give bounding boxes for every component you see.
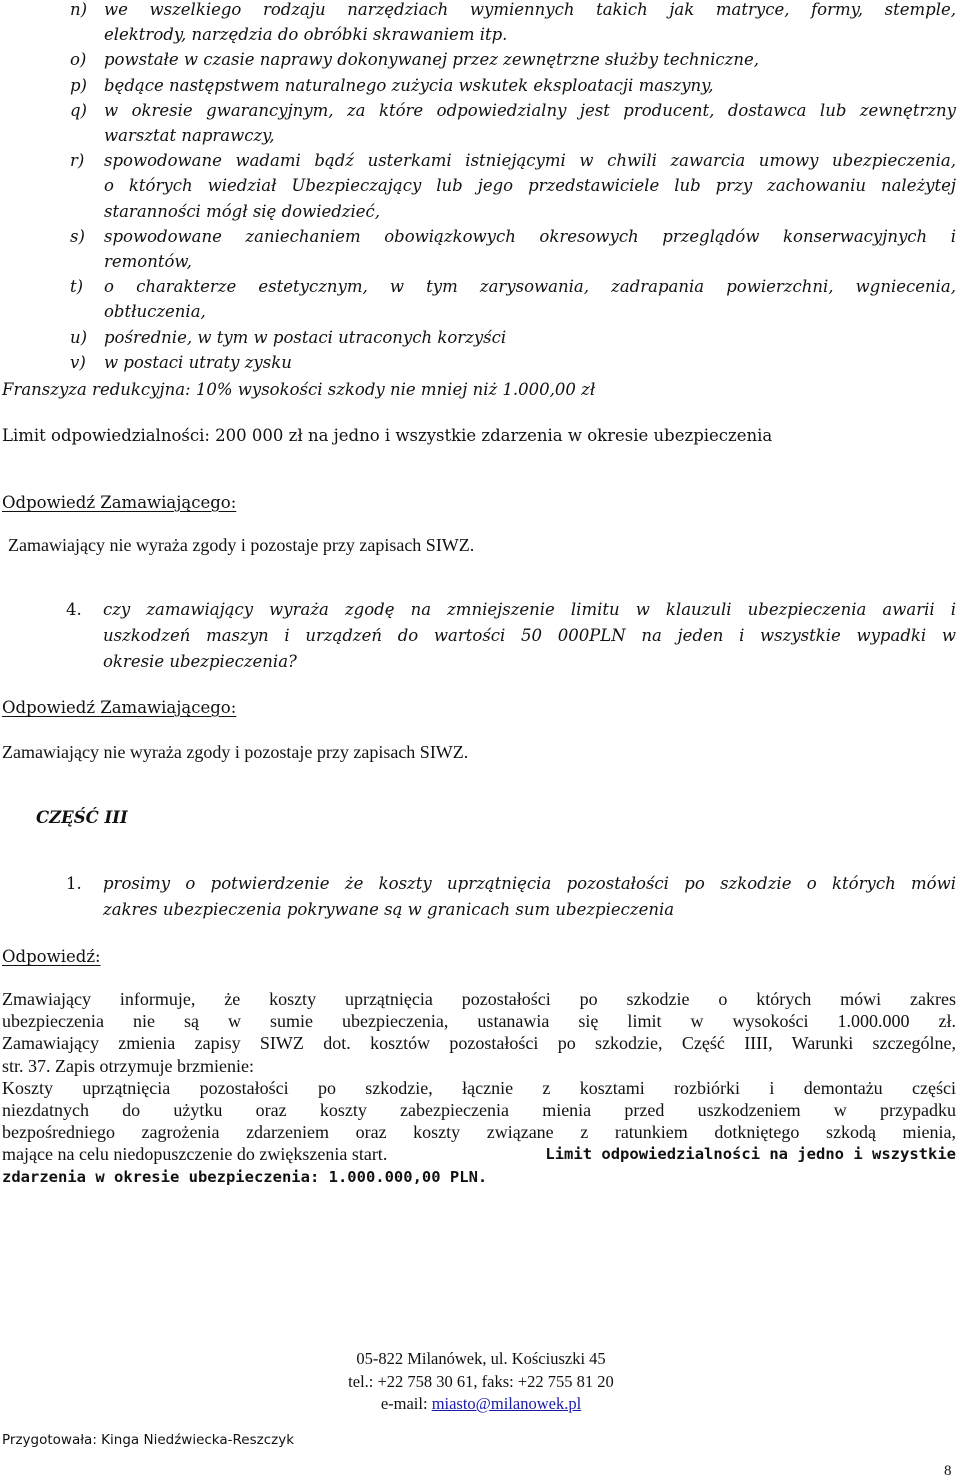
exclusion-text-line: spowodowane wadami bądź usterkami istniejącymi w chwili zawarcia umowy ubezpieczenia,	[104, 151, 956, 171]
exclusion-text-line: o charakterze estetycznym, w tym zarysowania, zadrapania powierzchni, wgniecenia,	[104, 277, 956, 297]
footer-email-line	[296, 1393, 666, 1416]
exclusion-marker: p)	[70, 75, 87, 95]
answer-text: Zamawiający nie wyraża zgody i pozostaje przy zapisach SIWZ.	[2, 742, 469, 762]
footer-email-label: e-mail:	[380, 1394, 428, 1413]
liability-limit-text: Limit odpowiedzialności: 200 000 zł na jedno i wszystkie zdarzenia w okresie ubezpieczenia	[2, 426, 773, 445]
answer-paragraph-line: Zamawiający zmienia zapisy SIWZ dot. kosztów pozostałości po szkodzie, Część IIII, Warunki szczególne,	[2, 1033, 956, 1054]
answer-paragraph-line	[2, 1143, 956, 1165]
franchise-text: Franszyza redukcyjna: 10% wysokości szkody nie mniej niż 1.000,00 zł	[2, 380, 596, 399]
footer-contact	[296, 1348, 666, 1416]
footer-address: 05-822 Milanówek, ul. Kościuszki 45	[356, 1349, 606, 1368]
question-text-line: uszkodzeń maszyn i urządzeń do wartości 50 000PLN na jeden i wszystkie wypadki w	[103, 626, 956, 645]
exclusion-text-line: warsztat naprawczy,	[104, 126, 275, 145]
exclusion-text-line: pośrednie, w tym w postaci utraconych korzyści	[104, 327, 507, 347]
answer-paragraph-line: ubezpieczenia nie są w sumie ubezpieczenia, ustanawia się limit w wysokości 1.000.000 zł.	[2, 1011, 956, 1032]
exclusion-marker: v)	[70, 352, 86, 372]
footer-phone: tel.: +22 758 30 61, faks: +22 755 81 20	[348, 1371, 614, 1391]
answer-label: Odpowiedź Zamawiającego:	[2, 493, 237, 512]
answer-paragraph-line: niezdatnych do użytku oraz koszty zabezpieczenia mienia przed uszkodzeniem w przypadku	[2, 1100, 956, 1121]
question-text-line: prosimy o potwierdzenie że koszty uprzątnięcia pozostałości po szkodzie o których mówi	[103, 874, 956, 893]
bold-limit-text: zdarzenia w okresie ubezpieczenia: 1.000.000,00 PLN.	[2, 1167, 488, 1186]
exclusion-text-line: staranności mógł się dowiedzieć,	[104, 201, 381, 221]
exclusion-marker: u)	[70, 327, 88, 347]
exclusion-text-line: spowodowane zaniechaniem obowiązkowych okresowych przeglądów konserwacyjnych i	[104, 226, 956, 246]
answer-text: Zamawiający nie wyraża zgody i pozostaje przy zapisach SIWZ.	[8, 535, 475, 555]
section-heading: CZĘŚĆ III	[36, 808, 128, 827]
prepared-by: Przygotowała: Kinga Niedźwiecka-Reszczyk	[2, 1432, 295, 1448]
answer-label: Odpowiedź:	[2, 947, 101, 966]
question-text-line: okresie ubezpieczenia?	[103, 652, 297, 671]
exclusion-marker: n)	[70, 0, 88, 19]
exclusion-text-line: remontów,	[104, 252, 192, 271]
exclusion-marker: o)	[70, 50, 87, 70]
exclusion-text-line: będące następstwem naturalnego zużycia wskutek eksploatacji maszyny,	[104, 75, 714, 95]
question-text-line: zakres ubezpieczenia pokrywane są w granicach sum ubezpieczenia	[103, 900, 675, 919]
question-text-line: czy zamawiający wyraża zgodę na zmniejszenie limitu w klauzuli ubezpieczenia awarii i	[103, 600, 956, 619]
exclusion-text-line: obtłuczenia,	[104, 302, 206, 322]
exclusion-text-line: powstałe w czasie naprawy dokonywanej przez zewnętrzne służby techniczne,	[104, 50, 760, 70]
answer-paragraph	[2, 988, 956, 1143]
answer-paragraph-line: Koszty uprzątnięcia pozostałości po szkodzie, łącznie z kosztami rozbiórki i demontażu części	[2, 1077, 956, 1098]
exclusion-text-line: w okresie gwarancyjnym, za które odpowiedzialny jest producent, dostawca lub zewnętrzny	[104, 100, 956, 120]
question-number: 1.	[66, 874, 82, 893]
page-number: 8	[944, 1463, 952, 1479]
bold-limit-text: Limit odpowiedzialności na jedno i wszystkie	[545, 1145, 956, 1164]
answer-label: Odpowiedź Zamawiającego:	[2, 698, 237, 717]
exclusion-text-line: elektrody, narzędzia do obróbki skrawaniem itp.	[104, 25, 508, 45]
answer-paragraph-line: Zmawiający informuje, że koszty uprzątnięcia pozostałości po szkodzie o których mówi zakres	[2, 989, 956, 1009]
answer-paragraph-line: bezpośredniego zagrożenia zdarzeniem oraz koszty związane z ratunkiem dotkniętego szkodą mienia,	[2, 1122, 956, 1143]
exclusion-marker: r)	[70, 151, 85, 171]
exclusion-text-line: w postaci utraty zysku	[104, 352, 292, 372]
exclusion-text-line: we wszelkiego rodzaju narzędziach wymiennych takich jak matryce, formy, stemple,	[104, 0, 956, 19]
question-text	[103, 597, 956, 675]
question-number: 4.	[66, 600, 82, 619]
exclusion-marker: s)	[70, 226, 85, 246]
exclusion-marker: t)	[70, 277, 84, 297]
question-text	[103, 871, 956, 923]
footer-email-link[interactable]: miasto@milanowek.pl	[431, 1394, 582, 1413]
answer-paragraph-text: mające na celu niedopuszczenie do zwiększenia start.	[2, 1144, 388, 1165]
exclusion-marker: q)	[70, 100, 87, 120]
answer-paragraph-line: str. 37. Zapis otrzymuje brzmienie:	[2, 1055, 254, 1076]
exclusion-text-line: o których wiedział Ubezpieczający lub jego przedstawiciele lub przy zachowaniu należytej	[104, 176, 956, 196]
